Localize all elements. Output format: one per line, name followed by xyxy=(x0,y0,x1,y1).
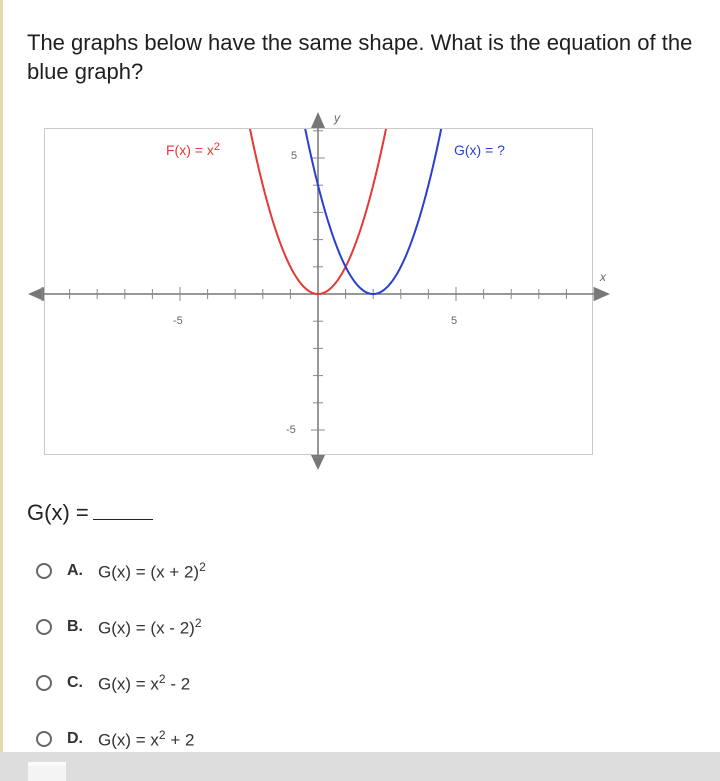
choice-letter: C. xyxy=(67,674,83,691)
choice-option[interactable] xyxy=(36,557,206,585)
x-axis-right-arrow xyxy=(594,287,610,301)
function-graph xyxy=(0,108,720,478)
choice-option[interactable] xyxy=(36,725,194,753)
choice-formula xyxy=(98,560,206,583)
y-axis-label: y xyxy=(334,111,340,125)
answer-blank xyxy=(93,518,153,520)
choice-letter: D. xyxy=(67,730,83,747)
formula-exponent: 2 xyxy=(158,727,166,742)
formula-exponent: 2 xyxy=(194,615,202,630)
curves xyxy=(248,117,444,294)
g-curve-label: G(x) = ? xyxy=(454,142,505,158)
f-curve-label: $F(x) = x^2$ xyxy=(166,141,220,158)
choice-letter: A. xyxy=(67,562,83,579)
formula-exponent: 2 xyxy=(158,671,166,686)
choice-formula xyxy=(98,728,194,751)
answer-prompt xyxy=(27,500,153,526)
formula-base: G(x) = x xyxy=(98,674,159,694)
prompt-label: G(x) = xyxy=(27,500,89,525)
radio-button[interactable] xyxy=(36,563,52,579)
toolbar-button[interactable] xyxy=(28,762,66,781)
formula-base: G(x) = (x + 2) xyxy=(98,562,200,582)
y-axis-top-arrow xyxy=(311,112,325,128)
x-tick-label-neg5: -5 xyxy=(173,315,183,327)
radio-button[interactable] xyxy=(36,731,52,747)
formula-exponent: 2 xyxy=(199,559,206,574)
choice-formula xyxy=(98,672,190,695)
formula-base: G(x) = x xyxy=(98,730,159,750)
x-tick-label-pos5: 5 xyxy=(451,315,458,327)
formula-tail: - 2 xyxy=(165,674,191,694)
choice-letter: B. xyxy=(67,618,83,635)
bottom-toolbar xyxy=(0,752,720,781)
choice-option[interactable] xyxy=(36,613,202,641)
choice-formula xyxy=(98,616,202,639)
formula-base: G(x) = (x - 2) xyxy=(98,618,195,638)
radio-button[interactable] xyxy=(36,675,52,691)
y-tick-label-neg5: -5 xyxy=(286,424,296,436)
formula-tail: + 2 xyxy=(165,730,195,750)
y-tick-label-pos5: 5 xyxy=(291,150,298,162)
radio-button[interactable] xyxy=(36,619,52,635)
question-text: The graphs below have the same shape. What is the equation of the blue graph? xyxy=(27,30,693,84)
g-curve xyxy=(303,117,444,294)
x-axis-label: x xyxy=(600,270,606,284)
choice-option[interactable] xyxy=(36,669,190,697)
